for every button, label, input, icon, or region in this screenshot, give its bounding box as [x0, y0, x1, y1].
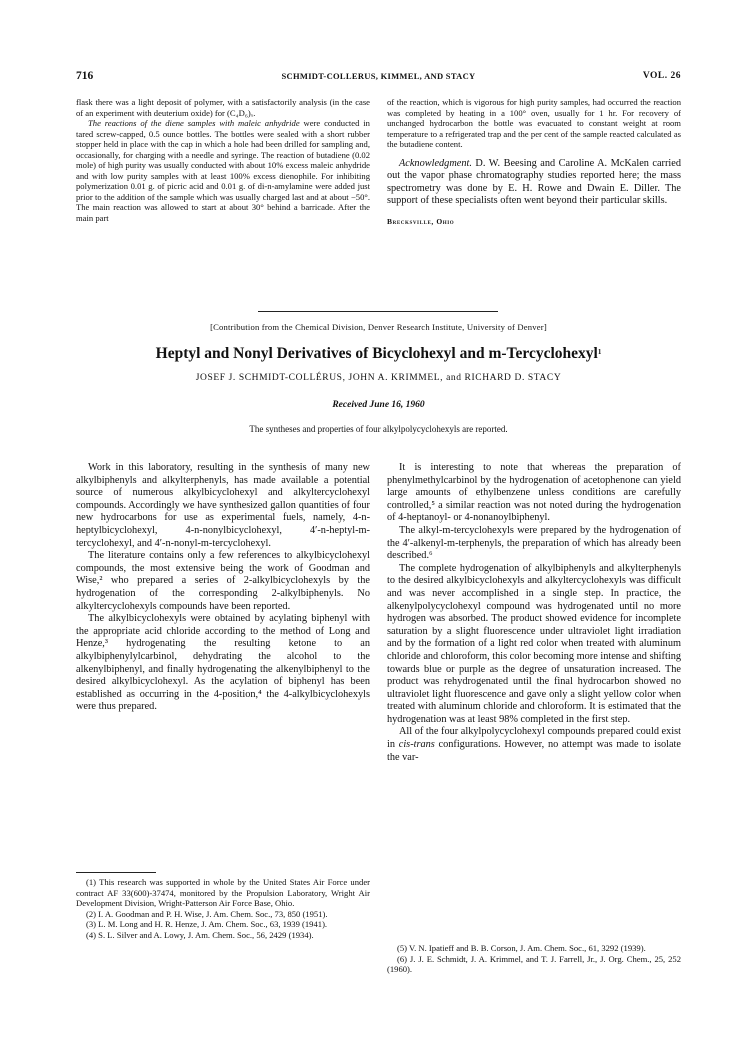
paragraph: It is interesting to note that whereas the preparation of phenylmethylcarbinol by the hydrogenation of acetophenone can yield large amounts of ethylbenzene unless conditions are carefully controlled,⁵ a similar reaction was not noted during the hydrogenation of 4-heptanoyl- or 4-nonanoylbiphenyl.: [387, 462, 681, 524]
running-title: SCHMIDT-COLLERUS, KIMMEL, AND STACY: [281, 71, 476, 81]
footnote: (1) This research was supported in whole by the United States Air Force under contract AF 33(600)-37474, monitored by the Propulsion Laboratory, Wright Air Development Division, Wright-Patterson Air Force Base, Ohio.: [76, 877, 370, 909]
italic-run: cis-trans: [398, 739, 435, 751]
footnote-rule: [76, 872, 156, 873]
top-right-column: [387, 97, 681, 226]
article-title: [76, 345, 681, 363]
city-line: Brecksville, Ohio: [387, 216, 455, 226]
running-header: [76, 70, 681, 84]
title-text: Heptyl and Nonyl Derivatives of Bicyclohexyl and m-Tercyclohexyl: [155, 345, 598, 362]
paragraph: [76, 118, 370, 223]
top-left-column: [76, 97, 370, 223]
paragraph: [387, 726, 681, 764]
acknowledgment: [387, 158, 681, 208]
paragraph: Work in this laboratory, resulting in the synthesis of many new alkylbiphenyls and alkylterphenyls, has made available a potential source of numerous alkylbicyclohexyl and alkyltercyclohexyl compounds. Accordingly we have synthesized gallon quantities of four new hydrocarbons for use as experimental fuels, namely, 4-n-heptylbicyclohexyl, 4-n-nonylbicyclohexyl, 4′-n-heptyl-m-tercyclohexyl, and 4′-n-nonyl-m-tercyclohexyl.: [76, 462, 370, 549]
section-divider: [258, 311, 498, 312]
text-run: All of the four alkylpolycyclohexyl compounds prepared could exist in: [387, 726, 681, 751]
paragraph: of the reaction, which is vigorous for high purity samples, had occurred the reaction was completed by heating in a 100° oven, usually for 1 hr. For recovery of unchanged hydrocarbon the bottle was evacuated to constant weight at room temperature to a refrigerated trap and the per cent of the sample reacted calculated as the butadiene content.: [387, 97, 681, 149]
footnote: (3) L. M. Long and H. R. Henze, J. Am. Chem. Soc., 63, 1939 (1941).: [86, 919, 328, 930]
right-body-column: [387, 462, 681, 764]
left-body-column: [76, 462, 370, 714]
paragraph: The complete hydrogenation of alkylbiphenyls and alkylterphenyls to the desired alkylbicyclohexyls and alkyltercyclohexyls was difficult and was never accomplished in a single step. In practice, the alkenylpolycyclohexyl compound was hydrogenated until no more hydrogen was absorbed. The product showed evidence for incomplete saturation by a slight fluorescence under ultraviolet light irradiation and by the formation of a light red color when treated with aluminum chloride and chloroform, this color becoming more intense and shifting towards blue or purple as the degree of unsaturation increased. The product was rehydrogenated until the final hydrocarbon showed no ultraviolet light fluorescence and gave only a slight yellow color when treated with aluminum chloride and chloroform. It is estimated that the hydrogenation was at least 98% completed in the first step.: [387, 562, 681, 725]
text-run: configurations. However, no attempt was made to isolate the var-: [387, 739, 681, 763]
footnote: (4) S. L. Silver and A. Lowy, J. Am. Chem. Soc., 56, 2429 (1934).: [86, 929, 314, 940]
abstract: The syntheses and properties of four alkylpolycyclohexyls are reported.: [249, 424, 508, 434]
footnote: (5) V. N. Ipatieff and B. B. Corson, J. Am. Chem. Soc., 61, 3292 (1939).: [397, 943, 646, 953]
left-footnotes: [76, 877, 370, 941]
ack-label: Acknowledgment.: [399, 157, 472, 169]
author-line: JOSEF J. SCHMIDT-COLLÉRUS, JOHN A. KRIMMEL, and RICHARD D. STACY: [195, 373, 562, 383]
paragraph: The alkyl-m-tercyclohexyls were prepared by the hydrogenation of the 4′-alkenyl-m-terphenyls, the preparation of which has already been described.⁶: [387, 524, 681, 562]
received-date: Received June 16, 1960: [332, 400, 425, 410]
text-run: were conducted in tared screw-capped, 0.5 ounce bottles. The bottles were sealed with a short rubber stopper held in place with the cap in which a hole had been drilled for sampling and, occasionally, for charging with a needle and syringe. The reaction of butadiene (0.02 mole) of high purity was usually conducted with about 10% excess maleic anhydride and with low purity samples with at least 100% excess dienophile. For inhibiting polymerization 0.01 g. of picric acid and 0.01 g. of di-n-amylamine were added just prior to the addition of the sample which was usually charged last and at about −50°. The main reaction was allowed to start at about 30° behind a barricade. After the main part: [76, 118, 370, 223]
footnote: (6) J. J. E. Schmidt, J. A. Krimmel, and T. J. Farrell, Jr., J. Org. Chem., 25, 252 (1960).: [387, 953, 681, 975]
ack-text: D. W. Beesing and Caroline A. McKalen carried out the vapor phase chromatography studies reported here; the mass spectrometry was done by E. H. Rowe and Dwain E. Diller. The support of these specialists often went beyond their particular skills.: [387, 157, 681, 207]
italic-run: The reactions of the diene samples with maleic anhydride: [88, 118, 300, 128]
title-footnote-mark: 1: [597, 348, 602, 356]
contribution-line: [Contribution from the Chemical Division, Denver Research Institute, University of Denver]: [210, 322, 547, 332]
paragraph: The alkylbicyclohexyls were obtained by acylating biphenyl with the appropriate acid chloride according to the method of Long and Henze,³ hydrogenating the resulting ketone to an alkylbiphenylylcarbinol, dehydrating the alcohol to the alkenylbiphenyl, and finally hydrogenating the alkenylbiphenyl to the desired alkylbicyclohexyl. As the acylation of biphenyl has been established as occurring in the 4-position,⁴ the 4-alkylbicyclohexyls were thus prepared.: [76, 613, 370, 713]
right-footnotes: [387, 943, 681, 975]
paragraph: flask there was a light deposit of polymer, with a satisfactorily analysis (in the case of an experiment with deuterium oxide) for (C₄D₆)ₓ.: [76, 97, 370, 118]
volume-label: VOL. 26: [642, 71, 681, 81]
page-number: 716: [76, 70, 94, 82]
paragraph: The literature contains only a few references to alkylbicyclohexyl compounds, the most extensive being the work of Goodman and Wise,² who prepared a series of 2-alkylbicyclohexyls by the hydrogenation of the corresponding 2-alkylbiphenyls. No alkyltercyclohexyls compounds have been reported.: [76, 550, 370, 612]
footnote: (2) I. A. Goodman and P. H. Wise, J. Am. Chem. Soc., 73, 850 (1951).: [86, 908, 328, 919]
